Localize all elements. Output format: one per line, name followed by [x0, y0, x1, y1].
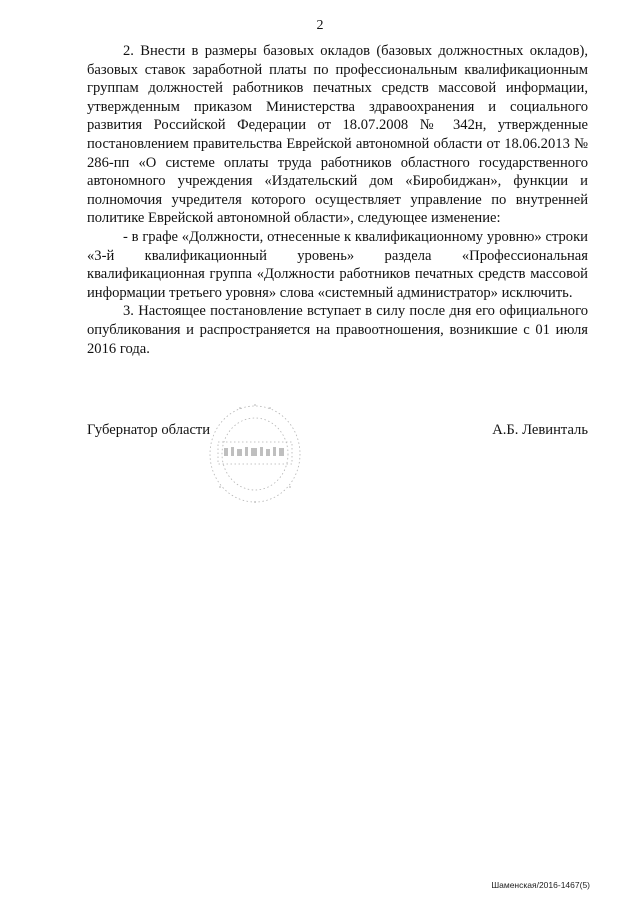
paragraph-item-2: 2. Внести в размеры базовых окладов (базовых должностных окладов), базовых ставок заработной платы по профессиональным квалификационным группам должностей работников печатных средств массовой информации, утвержденным приказом Министерства здравоохранения и социального развития Российской Федерации от 18.07.2008 № 342н, утвержденные постановлением правительства Еврейской автономной области от 18.06.2013 № 286-пп «О системе оплаты труда работников областного государственного автономного учреждения «Издательский дом «Биробиджан», функции и полномочия учредителя которого осуществляет управление по внутренней политике Еврейской автономной области», следующее изменение: [87, 43, 588, 227]
paragraph-item-3: 3. Настоящее постановление вступает в силу после дня его официального опубликования и распространяется на правоотношения, возникшие с 01 июля 2016 года. [87, 303, 588, 357]
faded-seal-stamp [200, 392, 310, 512]
document-reference-code: Шаменская/2016-1467(5) [491, 880, 590, 890]
signatory-position: Губернатор области [87, 422, 211, 438]
document-body [87, 42, 588, 358]
paragraph-amendment: - в графе «Должности, отнесенные к квалификационному уровню» строки «3-й квалификационный уровень» раздела «Профессиональная квалификационная группа «Должности работников печатных средств массовой информации третьего уровня» слова «системный администратор» исключить. [87, 228, 588, 301]
page-number: 2 [316, 18, 324, 33]
signatory-name: А.Б. Левинталь [492, 422, 588, 438]
